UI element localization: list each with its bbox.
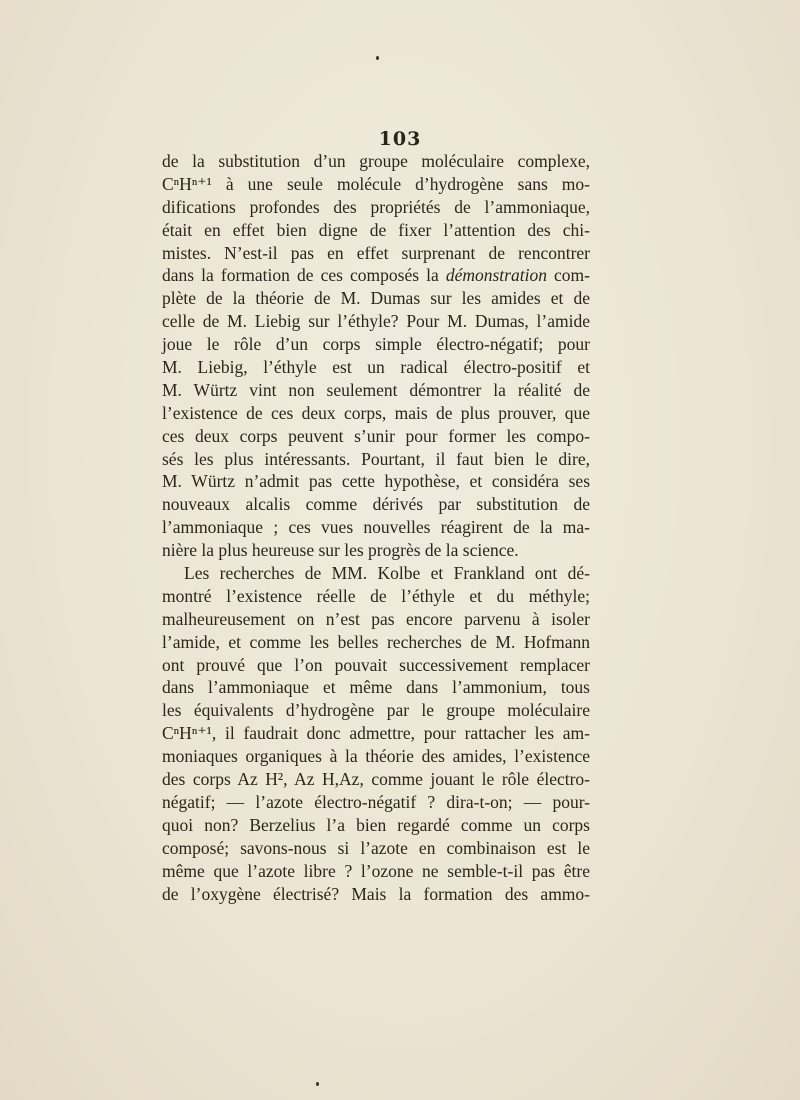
text-line: l’ammoniaque ; ces vues nouvelles réagirent de la ma- xyxy=(162,517,590,538)
text-line: l’existence de ces deux corps, mais de plus prouver, que xyxy=(162,402,590,423)
text-line: joue le rôle d’un corps simple électro-négatif; pour xyxy=(162,334,590,355)
text-line: dans l’ammoniaque et même dans l’ammonium, tous xyxy=(162,677,590,698)
text-line: M. Würtz n’admit pas cette hypothèse, et considéra ses xyxy=(162,471,590,492)
text-line-paragraph-start: Les recherches de MM. Kolbe et Frankland ont dé- xyxy=(184,563,590,584)
text-line: plète de la théorie de M. Dumas sur les amides et de xyxy=(162,288,590,309)
text-line: était en effet bien digne de fixer l’attention des chi- xyxy=(162,219,590,240)
text-line: moniaques organiques à la théorie des amides, l’existence xyxy=(162,746,590,767)
ink-speck-bottom xyxy=(316,1082,319,1086)
text-line: M. Würtz vint non seulement démontrer la réalité de xyxy=(162,379,590,400)
text-line: montré l’existence réelle de l’éthyle et du méthyle; xyxy=(162,585,590,606)
text-line: M. Liebig, l’éthyle est un radical électro-positif et xyxy=(162,357,590,378)
text-line: même que l’azote libre ? l’ozone ne semble-t-il pas être xyxy=(162,860,590,881)
text-line: l’amide, et comme les belles recherches de M. Hofmann xyxy=(162,631,590,652)
text-line: des corps Az H², Az H,Az, comme jouant le rôle électro- xyxy=(162,769,590,790)
text-line: ont prouvé que l’on pouvait successivement remplacer xyxy=(162,654,590,675)
text-line: celle de M. Liebig sur l’éthyle? Pour M. Dumas, l’amide xyxy=(162,311,590,332)
emphasized-word: démonstration xyxy=(445,265,547,286)
text-line: ces deux corps peuvent s’unir pour former les compo- xyxy=(162,425,590,446)
text-line: CⁿHⁿ⁺¹ à une seule molécule d’hydrogène sans mo- xyxy=(162,173,590,194)
text-line: mistes. N’est-il pas en effet surprenant de rencontrer xyxy=(162,242,590,263)
text-line: de l’oxygène électrisé? Mais la formation des ammo- xyxy=(162,883,590,904)
text-line: nouveaux alcalis comme dérivés par substitution de xyxy=(162,494,590,515)
ink-speck-top xyxy=(376,56,379,60)
text-line: sés les plus intéressants. Pourtant, il faut bien le dire, xyxy=(162,448,590,469)
body-text xyxy=(162,150,590,905)
text-line: dans la formation de ces composés la démonstration com- xyxy=(162,265,590,286)
page-number: 103 xyxy=(378,128,422,150)
text-line: de la substitution d’un groupe moléculaire complexe, xyxy=(162,151,590,171)
text-line: composé; savons-nous si l’azote en combinaison est le xyxy=(162,837,590,858)
text-line: CⁿHⁿ⁺¹, il faudrait donc admettre, pour rattacher les am- xyxy=(162,723,590,744)
text-line: quoi non? Berzelius l’a bien regardé comme un corps xyxy=(162,814,590,835)
text-line: difications profondes des propriétés de l’ammoniaque, xyxy=(162,196,590,217)
text-line: malheureusement on n’est pas encore parvenu à isoler xyxy=(162,608,590,629)
text-line: les équivalents d’hydrogène par le groupe moléculaire xyxy=(162,700,590,721)
text-line: négatif; — l’azote électro-négatif ? dira-t-on; — pour- xyxy=(162,791,590,812)
text-line-paragraph-end: nière la plus heureuse sur les progrès de la science. xyxy=(162,540,519,561)
